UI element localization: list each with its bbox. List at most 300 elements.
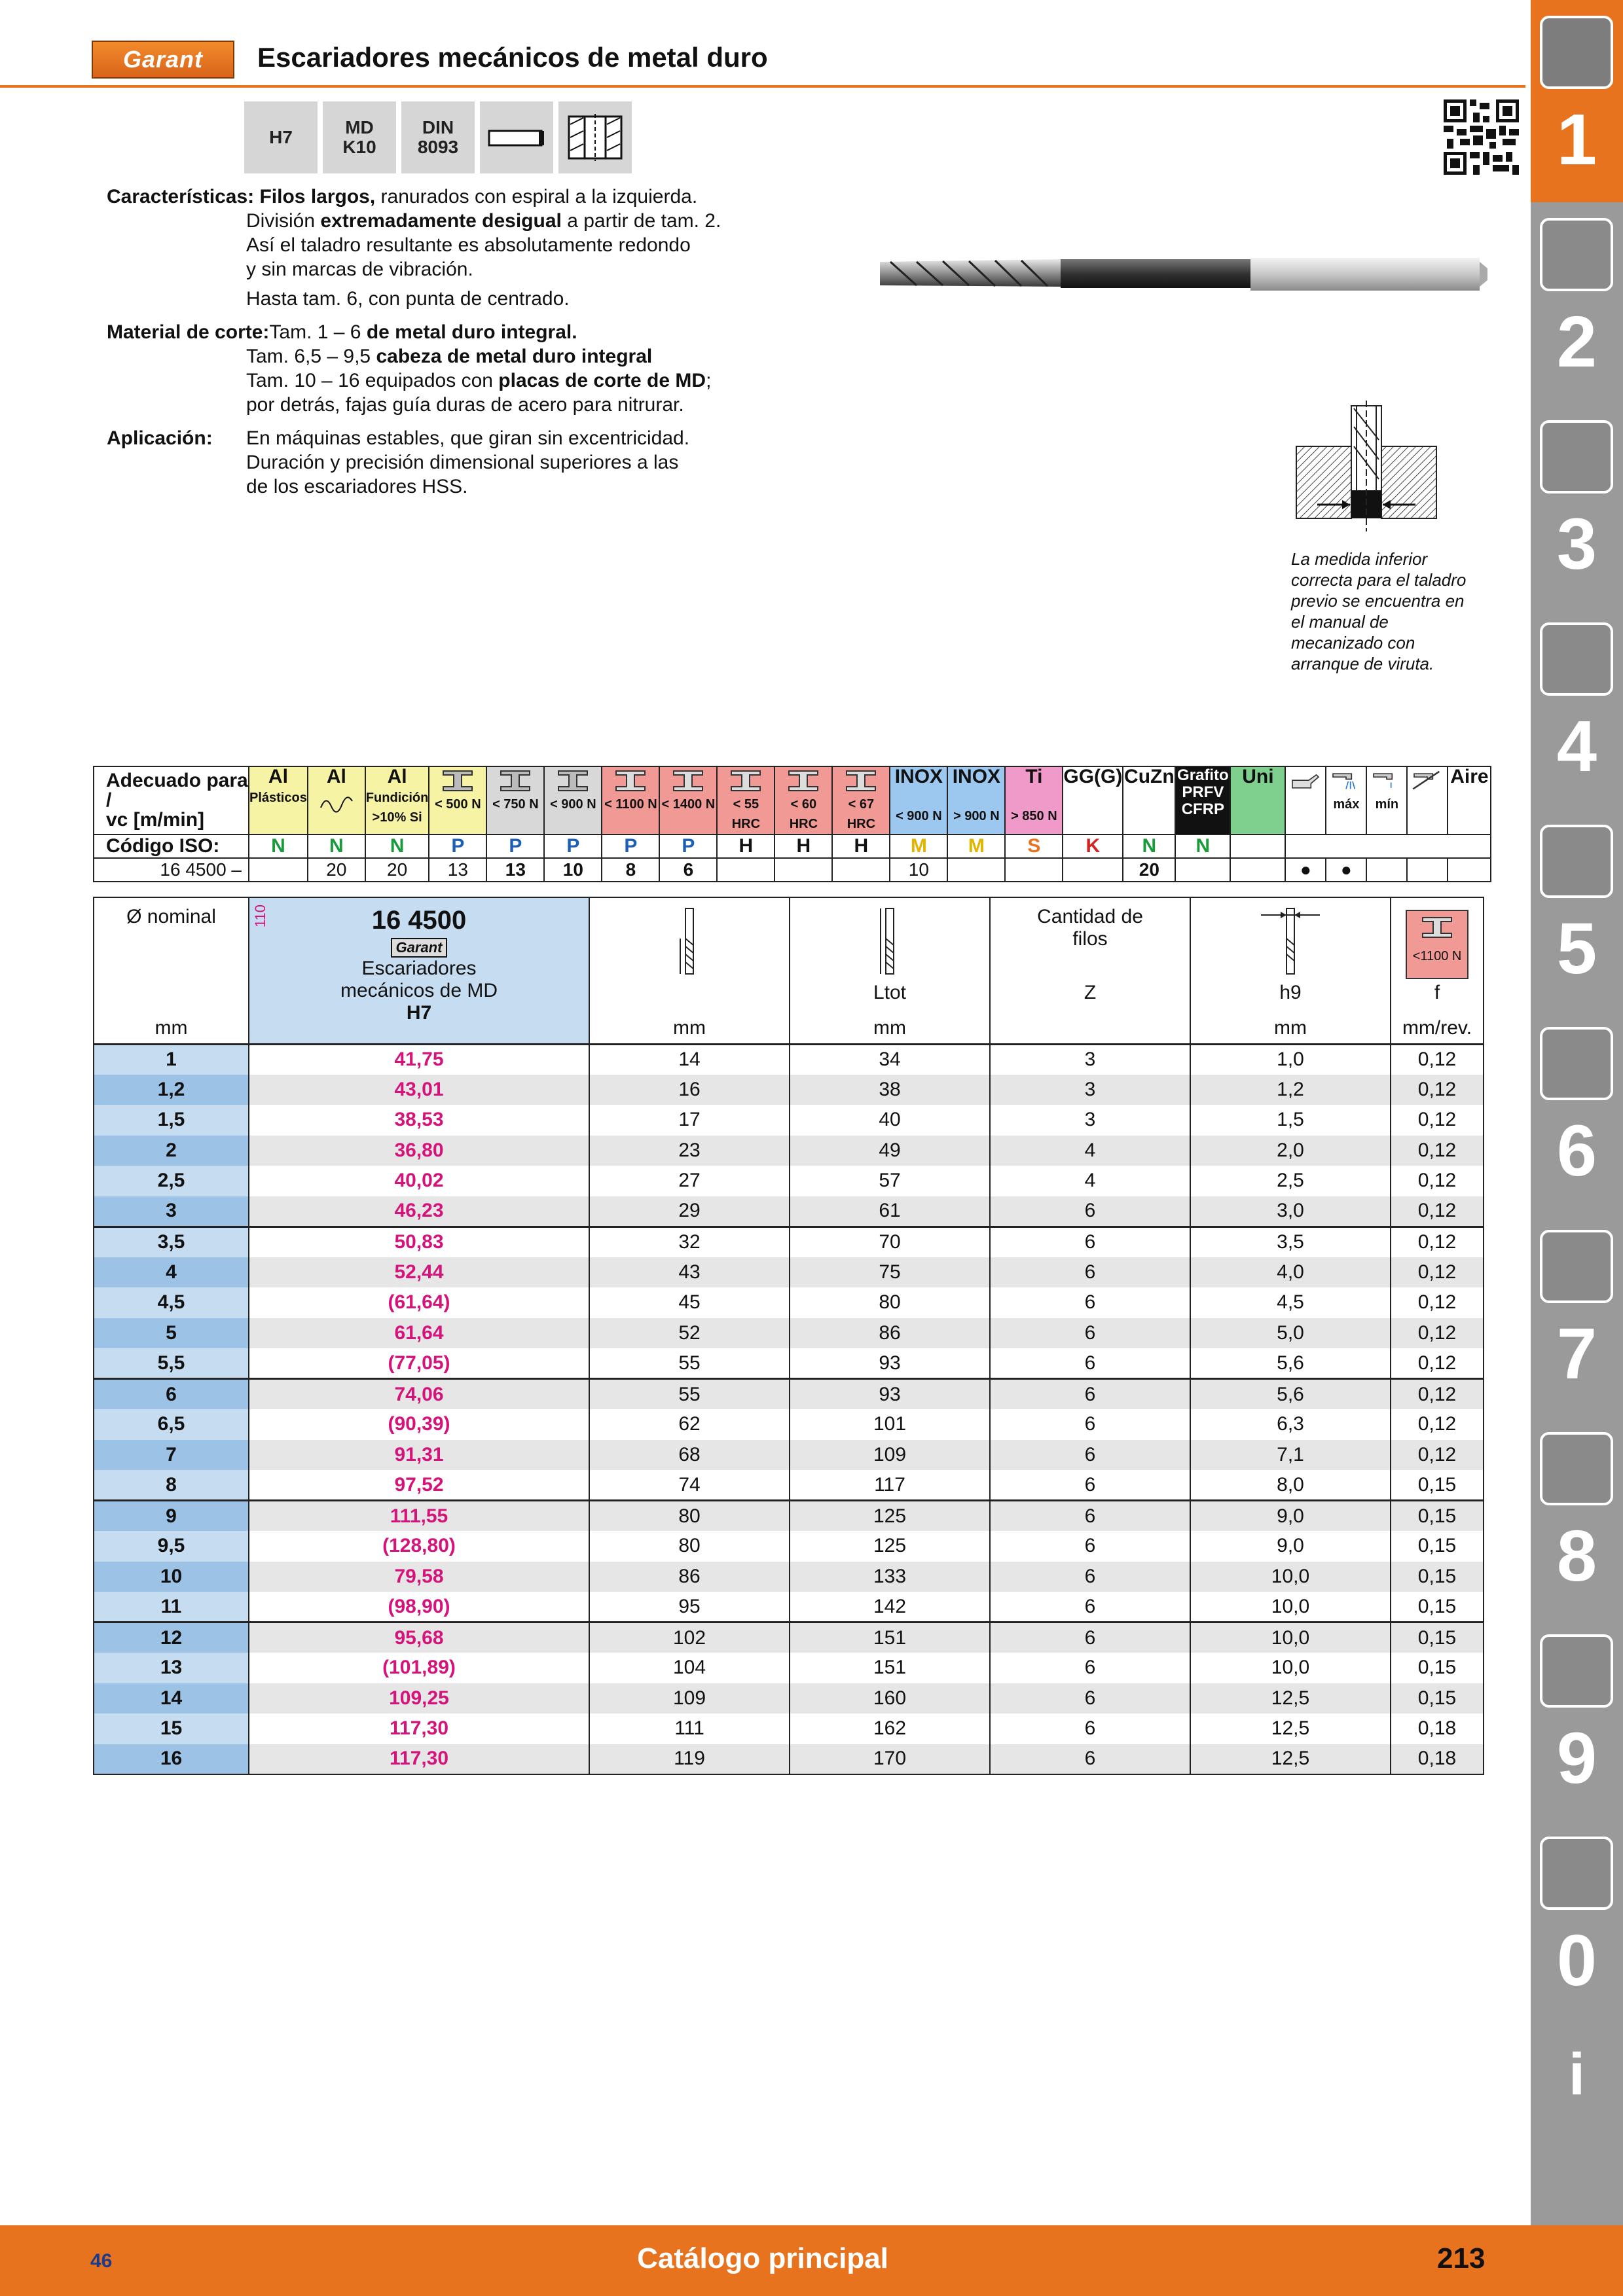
iso-cell: P (602, 834, 659, 858)
material-steel-1400: < 1400 N (659, 766, 717, 834)
feed-cell: 0,15 (1391, 1592, 1484, 1623)
price-cell: 79,58 (249, 1562, 589, 1592)
cutting-length-cell: 80 (589, 1501, 790, 1532)
total-length-cell: 117 (790, 1470, 990, 1501)
flutes-cell: 6 (990, 1379, 1190, 1410)
price-cell: 52,44 (249, 1257, 589, 1288)
features-line-5: Hasta tam. 6, con punta de centrado. (246, 288, 570, 310)
article-side-code: 110 (252, 905, 268, 928)
total-length-cell: 162 (790, 1713, 990, 1744)
price-cell: (128,80) (249, 1531, 589, 1562)
nominal-diameter-cell: 15 (94, 1713, 249, 1744)
drill-icon (1540, 16, 1613, 89)
table-row (94, 1257, 1484, 1288)
total-length-cell: 142 (790, 1592, 990, 1623)
nominal-diameter-cell: 1,5 (94, 1105, 249, 1136)
iso-cell (1230, 834, 1285, 858)
total-length-cell: 86 (790, 1318, 990, 1349)
shank-diameter-cell: 8,0 (1190, 1470, 1391, 1501)
feed-cell: 0,12 (1391, 1348, 1484, 1379)
cutting-length-header: mm (589, 897, 790, 1044)
cutting-material-text: Tam. 1 – 6 de metal duro integral. (269, 321, 577, 343)
cutting-length-cell: 74 (589, 1470, 790, 1501)
material-steel-900: < 900 N (544, 766, 602, 834)
cutting-length-cell: 104 (589, 1653, 790, 1683)
table-row (94, 1501, 1484, 1532)
flutes-cell: 3 (990, 1075, 1190, 1105)
iso-cell: N (308, 834, 365, 858)
price-cell: 91,31 (249, 1440, 589, 1471)
garant-mini-logo: Garant (391, 938, 448, 958)
page-header (0, 0, 1525, 92)
article-desc-l2: mecánicos de MD (340, 980, 498, 1001)
cooling-mark (1366, 858, 1407, 882)
shank-diameter-cell: 3,5 (1190, 1227, 1391, 1257)
cutting-length-cell: 52 (589, 1318, 790, 1349)
spec-badges (244, 101, 632, 173)
cutting-length-cell: 111 (589, 1713, 790, 1744)
vc-cell: 10 (890, 858, 947, 882)
price-cell: (101,89) (249, 1653, 589, 1683)
chapter-tab-number: 7 (1556, 1313, 1597, 1394)
total-length-cell: 38 (790, 1075, 990, 1105)
nominal-diameter-cell: 16 (94, 1744, 249, 1775)
nominal-diameter-cell: 2,5 (94, 1166, 249, 1196)
material-steel-500: < 500 N (429, 766, 486, 834)
flutes-cell: 6 (990, 1683, 1190, 1714)
cutting-length-cell: 29 (589, 1196, 790, 1227)
cooling-none (1407, 766, 1448, 834)
header-divider (0, 85, 1525, 88)
bore-section-drawing (1291, 401, 1442, 531)
nominal-diameter-cell: 9,5 (94, 1531, 249, 1562)
footer-page-number: 213 (1437, 2242, 1486, 2274)
nominal-diameter-header: Ø nominal mm (94, 897, 249, 1044)
cutting-material-label: Material de corte: (107, 321, 270, 343)
table-row (94, 1379, 1484, 1410)
shank-diameter-cell: 7,1 (1190, 1440, 1391, 1471)
chapter-tab-number: 1 (1556, 99, 1597, 180)
flutes-cell: 6 (990, 1348, 1190, 1379)
table-row (94, 1440, 1484, 1471)
material-inox-900: INOX < 900 N (890, 766, 947, 834)
shank-diameter-cell: 5,6 (1190, 1379, 1391, 1410)
cutting-line-2: Tam. 6,5 – 9,5 cabeza de metal duro integral (246, 346, 653, 367)
shank-diameter-cell: 9,0 (1190, 1531, 1391, 1562)
vc-cell: 6 (659, 858, 717, 882)
flutes-header: Cantidad de filos Z (990, 897, 1190, 1044)
table-row (94, 1683, 1484, 1714)
application-label: Aplicación: (107, 427, 213, 449)
tool-cabinet-icon (1540, 1634, 1613, 1708)
flutes-cell: 6 (990, 1287, 1190, 1318)
steel-beam-icon (438, 768, 477, 793)
cooling-air: Aire (1448, 766, 1491, 834)
total-length-cell: 61 (790, 1196, 990, 1227)
table-row (94, 1318, 1484, 1349)
flutes-cell: 4 (990, 1136, 1190, 1166)
table-row (94, 1744, 1484, 1775)
table-row (94, 1136, 1484, 1166)
chapter-tab-5[interactable] (1531, 809, 1623, 1011)
price-cell: 74,06 (249, 1379, 589, 1410)
flutes-cell: 6 (990, 1653, 1190, 1683)
material-universal: Uni (1230, 766, 1285, 834)
feed-cell: 0,15 (1391, 1531, 1484, 1562)
total-length-cell: 40 (790, 1105, 990, 1136)
cutting-length-cell: 23 (589, 1136, 790, 1166)
total-length-cell: 34 (790, 1044, 990, 1075)
shank-diameter-cell: 5,0 (1190, 1318, 1391, 1349)
vc-cell (249, 858, 308, 882)
total-length-cell: 75 (790, 1257, 990, 1288)
total-length-cell: 170 (790, 1744, 990, 1775)
feed-symbol: f (1434, 982, 1440, 1003)
feed-cell: 0,12 (1391, 1409, 1484, 1440)
price-cell: 117,30 (249, 1744, 589, 1775)
price-cell: 61,64 (249, 1318, 589, 1349)
pliers-hammer-icon (1540, 1230, 1613, 1303)
chapter-tab-2[interactable] (1531, 202, 1623, 404)
table-row (94, 1531, 1484, 1562)
flutes-cell: 6 (990, 1592, 1190, 1623)
iso-cell: P (659, 834, 717, 858)
material-hard-67: < 67 HRC (832, 766, 890, 834)
iso-cell: S (1005, 834, 1063, 858)
suitability-label: Adecuado para / vc [m/min] (94, 766, 249, 834)
table-row (94, 1075, 1484, 1105)
iso-cell: H (832, 834, 890, 858)
iso-cell: H (775, 834, 832, 858)
flutes-cell: 6 (990, 1501, 1190, 1532)
shank-diameter-header: h9 mm (1190, 897, 1391, 1044)
table-row (94, 1348, 1484, 1379)
chapter-tab-number: 0 (1556, 1920, 1597, 2001)
cooling-min: mín (1366, 766, 1407, 834)
cutting-length-cell: 17 (589, 1105, 790, 1136)
vc-cell (832, 858, 890, 882)
vc-cell (1230, 858, 1285, 882)
nominal-diameter-cell: 13 (94, 1653, 249, 1683)
iso-cell: H (717, 834, 775, 858)
bench-vise-icon (1540, 1432, 1613, 1505)
table-row (94, 1470, 1484, 1501)
iso-cell: M (947, 834, 1005, 858)
iso-cell: N (1175, 834, 1230, 858)
iso-cell: N (1123, 834, 1175, 858)
footer-title: Catálogo principal (637, 2242, 888, 2274)
chapter-tab-9[interactable] (1531, 1619, 1623, 1821)
features-label: Características: (107, 186, 255, 207)
garant-logo: Garant (92, 41, 234, 79)
info-glyph: i (1568, 2041, 1585, 2108)
cutting-length-cell: 95 (589, 1592, 790, 1623)
shank-diameter-cell: 10,0 (1190, 1592, 1391, 1623)
steel-beam-icon (784, 768, 823, 793)
cutting-length-cell: 55 (589, 1379, 790, 1410)
material-inox-over-900: INOX > 900 N (947, 766, 1005, 834)
total-length-cell: 125 (790, 1501, 990, 1532)
shank-diameter-cell: 1,5 (1190, 1105, 1391, 1136)
cutting-length-cell: 14 (589, 1044, 790, 1075)
material-al: Al (308, 766, 365, 834)
feed-material-badge: <1100 N (1406, 910, 1468, 979)
material-titanium: Ti > 850 N (1005, 766, 1063, 834)
cutting-length-cell: 80 (589, 1531, 790, 1562)
article-tolerance: H7 (406, 1002, 432, 1024)
total-length-cell: 70 (790, 1227, 990, 1257)
shank-diameter-cell: 2,5 (1190, 1166, 1391, 1196)
footer-page-left: 46 (90, 2250, 113, 2272)
flutes-cell: 6 (990, 1623, 1190, 1653)
shank-diameter-cell: 1,0 (1190, 1044, 1391, 1075)
tolerance-badge: H7 (244, 101, 318, 173)
feed-cell: 0,15 (1391, 1683, 1484, 1714)
article-number: 16 4500 (371, 906, 467, 935)
steel-beam-icon (1417, 911, 1457, 944)
flutes-cell: 3 (990, 1044, 1190, 1075)
table-row (94, 1044, 1484, 1075)
vc-cell: 13 (429, 858, 486, 882)
application-line-3: de los escariadores HSS. (246, 476, 468, 497)
cutting-disc-icon (1540, 825, 1613, 898)
total-length-cell: 160 (790, 1683, 990, 1714)
iso-cell: K (1063, 834, 1123, 858)
shank-diameter-cell: 4,5 (1190, 1287, 1391, 1318)
chapter-tabs (1531, 0, 1623, 2225)
table-row (94, 1713, 1484, 1744)
features-line-2: División extremadamente desigual a partir de tam. 2. (246, 210, 721, 232)
cutting-length-cell: 62 (589, 1409, 790, 1440)
feed-cell: 0,12 (1391, 1227, 1484, 1257)
price-cell: (98,90) (249, 1592, 589, 1623)
nominal-diameter-cell: 10 (94, 1562, 249, 1592)
flutes-symbol: Z (1084, 982, 1097, 1003)
flutes-cell: 3 (990, 1105, 1190, 1136)
cutting-length-cell: 43 (589, 1257, 790, 1288)
nominal-diameter-cell: 3,5 (94, 1227, 249, 1257)
nominal-diameter-cell: 2 (94, 1136, 249, 1166)
table-row (94, 1623, 1484, 1653)
feed-cell: 0,12 (1391, 1044, 1484, 1075)
cutting-speed-row (94, 858, 1491, 882)
chapter-tab-3[interactable] (1531, 404, 1623, 607)
cutting-length-cell: 86 (589, 1562, 790, 1592)
shank-diameter-cell: 12,5 (1190, 1713, 1391, 1744)
shank-diameter-cell: 2,0 (1190, 1136, 1391, 1166)
material-brass: CuZn (1123, 766, 1175, 834)
wrench-icon (1540, 1027, 1613, 1100)
nominal-diameter-cell: 6,5 (94, 1409, 249, 1440)
table-row (94, 1196, 1484, 1227)
table-row (94, 1562, 1484, 1592)
nominal-diameter-cell: 7 (94, 1440, 249, 1471)
material-hard-55: < 55 HRC (717, 766, 775, 834)
feed-cell: 0,15 (1391, 1470, 1484, 1501)
table-body (94, 1044, 1484, 1774)
aluminum-shavings-icon (317, 788, 356, 813)
reamer-dimensions-table (93, 897, 1484, 1775)
total-length-cell: 101 (790, 1409, 990, 1440)
shank-diameter-cell: 10,0 (1190, 1653, 1391, 1683)
reamer-product-image (877, 242, 1489, 308)
price-cell: 50,83 (249, 1227, 589, 1257)
price-cell: (77,05) (249, 1348, 589, 1379)
iso-cell: N (249, 834, 308, 858)
qr-code-icon[interactable] (1444, 99, 1519, 175)
table-row (94, 1287, 1484, 1318)
no-coolant-icon (1411, 768, 1444, 793)
price-cell: 109,25 (249, 1683, 589, 1714)
vc-cell: 13 (486, 858, 544, 882)
flutes-cell: 6 (990, 1440, 1190, 1471)
cutting-line-4: por detrás, fajas guía duras de acero para nitrurar. (246, 394, 684, 416)
vc-cell (947, 858, 1005, 882)
features-line-4: y sin marcas de vibración. (246, 259, 473, 280)
feed-cell: 0,15 (1391, 1501, 1484, 1532)
feed-cell: 0,15 (1391, 1623, 1484, 1653)
total-length-cell: 109 (790, 1440, 990, 1471)
cooling-oil (1285, 766, 1326, 834)
cutting-length-cell: 102 (589, 1623, 790, 1653)
nominal-diameter-cell: 9 (94, 1501, 249, 1532)
shank-diameter-cell: 4,0 (1190, 1257, 1391, 1288)
total-length-icon (877, 906, 903, 978)
suitability-table (93, 766, 1491, 882)
features-line-3: Así el taladro resultante es absolutamente redondo (246, 234, 691, 256)
chapter-tab-6[interactable] (1531, 1011, 1623, 1213)
flutes-cell: 6 (990, 1562, 1190, 1592)
cutting-length-cell: 109 (589, 1683, 790, 1714)
chapter-tab-0[interactable] (1531, 1821, 1623, 2023)
flutes-cell: 6 (990, 1196, 1190, 1227)
price-cell: 117,30 (249, 1713, 589, 1744)
total-length-header: Ltot mm (790, 897, 990, 1044)
total-length-cell: 49 (790, 1136, 990, 1166)
chapter-tab-1[interactable] (1531, 0, 1623, 202)
material-header-row (94, 766, 1491, 834)
page-title: Escariadores mecánicos de metal duro (257, 42, 768, 73)
nominal-diameter-cell: 1 (94, 1044, 249, 1075)
chapter-tab-number: 4 (1556, 706, 1597, 787)
bore-caption: La medida inferior correcta para el taladro previo se encuentra en el manual de mecanizado con arranque de viruta. (1291, 549, 1467, 673)
total-length-cell: 125 (790, 1531, 990, 1562)
feed-cell: 0,12 (1391, 1166, 1484, 1196)
vc-cell: 20 (308, 858, 365, 882)
cutting-length-icon (676, 906, 702, 978)
shank-diameter-cell: 1,2 (1190, 1075, 1391, 1105)
feed-cell: 0,12 (1391, 1318, 1484, 1349)
safety-gear-icon (1540, 1837, 1613, 1910)
total-length-cell: 93 (790, 1379, 990, 1410)
feed-cell: 0,12 (1391, 1257, 1484, 1288)
shank-diameter-cell: 12,5 (1190, 1683, 1391, 1714)
cooling-mark (1448, 858, 1491, 882)
feed-cell: 0,15 (1391, 1653, 1484, 1683)
oil-can-icon (1289, 768, 1322, 793)
price-cell: 43,01 (249, 1075, 589, 1105)
price-cell: 40,02 (249, 1166, 589, 1196)
flutes-cell: 6 (990, 1318, 1190, 1349)
material-steel-750: < 750 N (486, 766, 544, 834)
shank-diameter-icon (1254, 906, 1326, 978)
shank-diameter-cell: 12,5 (1190, 1744, 1391, 1775)
chapter-tab-number: 5 (1556, 908, 1597, 990)
vc-cell: 20 (365, 858, 429, 882)
total-length-symbol: Ltot (873, 982, 907, 1003)
chapter-tab-info[interactable] (1531, 2023, 1623, 2225)
shank-diameter-cell: 5,6 (1190, 1348, 1391, 1379)
vc-cell: 8 (602, 858, 659, 882)
nominal-diameter-cell: 4 (94, 1257, 249, 1288)
cutting-length-cell: 32 (589, 1227, 790, 1257)
cutting-length-cell: 16 (589, 1075, 790, 1105)
nominal-diameter-cell: 1,2 (94, 1075, 249, 1105)
price-cell: (90,39) (249, 1409, 589, 1440)
chapter-tab-number: 6 (1556, 1111, 1597, 1192)
feed-cell: 0,18 (1391, 1744, 1484, 1775)
steel-beam-icon (496, 768, 535, 793)
insert-icon (1540, 218, 1613, 291)
steel-beam-icon (553, 768, 593, 793)
through-hole-icon (558, 101, 632, 173)
vc-cell: 20 (1123, 858, 1175, 882)
nominal-diameter-cell: 5,5 (94, 1348, 249, 1379)
iso-cell: M (890, 834, 947, 858)
feed-cell: 0,12 (1391, 1440, 1484, 1471)
price-cell: 97,52 (249, 1470, 589, 1501)
feed-cell: 0,12 (1391, 1287, 1484, 1318)
price-cell: 36,80 (249, 1136, 589, 1166)
shank-diameter-cell: 10,0 (1190, 1562, 1391, 1592)
chapter-tab-8[interactable] (1531, 1416, 1623, 1619)
nominal-diameter-cell: 11 (94, 1592, 249, 1623)
feed-cell: 0,12 (1391, 1379, 1484, 1410)
application-text: En máquinas estables, que giran sin excentricidad. (246, 427, 690, 449)
nominal-diameter-cell: 4,5 (94, 1287, 249, 1318)
flutes-cell: 6 (990, 1531, 1190, 1562)
shank-diameter-cell: 9,0 (1190, 1501, 1391, 1532)
chapter-tab-number: 9 (1556, 1717, 1597, 1799)
flutes-cell: 6 (990, 1470, 1190, 1501)
vc-cell (1175, 858, 1230, 882)
price-cell: 38,53 (249, 1105, 589, 1136)
total-length-cell: 133 (790, 1562, 990, 1592)
cutting-length-cell: 45 (589, 1287, 790, 1318)
cylindrical-shank-icon (480, 101, 553, 173)
chapter-tab-7[interactable] (1531, 1214, 1623, 1416)
feed-header: <1100 N f mm/rev. (1391, 897, 1484, 1044)
caliper-icon (1540, 622, 1613, 696)
vc-cell (775, 858, 832, 882)
table-row (94, 1653, 1484, 1683)
chapter-tab-number: 2 (1556, 302, 1597, 383)
material-al-cast: Al Fundición >10% Si (365, 766, 429, 834)
chapter-tab-4[interactable] (1531, 607, 1623, 809)
table-row (94, 1105, 1484, 1136)
feed-cell: 0,18 (1391, 1713, 1484, 1744)
cutting-length-cell: 119 (589, 1744, 790, 1775)
flutes-cell: 6 (990, 1744, 1190, 1775)
feed-cell: 0,12 (1391, 1196, 1484, 1227)
norm-badge: DIN 8093 (401, 101, 475, 173)
table-row (94, 1227, 1484, 1257)
features-text: Filos largos, ranurados con espiral a la izquierda. (259, 186, 698, 207)
cooling-mark: ● (1326, 858, 1366, 882)
page-footer (0, 2225, 1623, 2296)
shank-diameter-cell: 3,0 (1190, 1196, 1391, 1227)
material-hard-60: < 60 HRC (775, 766, 832, 834)
